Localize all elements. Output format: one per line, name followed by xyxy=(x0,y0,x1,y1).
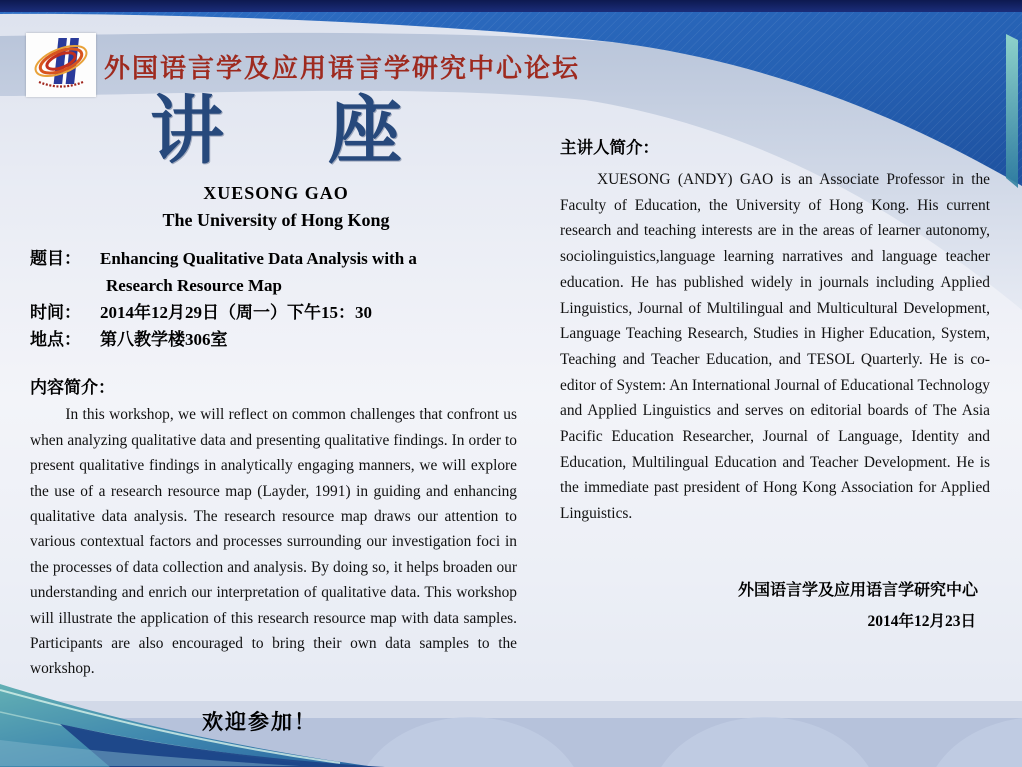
announcement-date: 2014年12月23日 xyxy=(867,612,976,630)
speaker-name: XUESONG GAO xyxy=(203,183,349,204)
venue-row xyxy=(30,326,522,353)
lecture-title-char-right: 座 xyxy=(328,91,402,173)
topic-value xyxy=(100,245,522,299)
lecture-title xyxy=(30,92,522,173)
speaker-bio-column xyxy=(560,134,990,631)
venue-label: 地点： xyxy=(30,330,81,350)
topic-label: 题目： xyxy=(30,249,81,269)
topic-line1: Enhancing Qualitative Data Analysis with a xyxy=(100,249,417,269)
time-row xyxy=(30,299,522,326)
time-label: 时间： xyxy=(30,303,81,323)
research-center-logo xyxy=(26,33,96,97)
bio-text: XUESONG (ANDY) GAO is an Associate Professor in the Faculty of Education, the University of Hong Kong. His current research and teaching interests are in the areas of learner autonomy, sociolinguistics,language learning narratives and language teacher education. He has published widely in journals including Applied Linguistics, Journal of Multilingual and Multicultural Development, Language Teaching Research, Studies in Higher Education, System, Teaching and Teacher Education, and TESOL Quarterly. He is co-editor of System: An International Journal of Educational Technology and Applied Linguistics and serves on editorial boards of The Asia Pacific Education Researcher, Journal of Language, Identity and Education, Multilingual Education and Teacher Development. He is the immediate past president of Hong Kong Association for Applied Linguistics. xyxy=(560,171,990,523)
speaker-affiliation: The University of Hong Kong xyxy=(162,210,390,231)
topic-row xyxy=(30,245,522,299)
welcome-message: 欢迎参加！ xyxy=(202,709,317,734)
time-value: 2014年12月29日（周一）下午15：30 xyxy=(100,303,372,323)
bio-label: 主讲人简介： xyxy=(560,138,659,157)
lecture-title-char-left: 讲 xyxy=(150,91,224,173)
venue-value: 第八教学楼306室 xyxy=(100,330,228,350)
abstract-label: 内容简介： xyxy=(30,378,115,398)
abstract-text: In this workshop, we will reflect on common challenges that confront us when analyzing qualitative data and presenting qualitative findings. In order to present qualitative findings in analytically engaging manners, we will explore the use of a research resource map (Layder, 1991) in guiding and enhancing qualitative data analysis. The research resource map draws our attention to various contextual factors and processes surrounding our investigation foci in the processes of data collection and analysis. By doing so, it helps broaden our understanding and enrich our interpretation of qualitative data. This workshop will illustrate the application of this research resource map with data samples. Participants are also encouraged to bring their own data samples to the workshop. xyxy=(30,406,517,678)
forum-title: 外国语言学及应用语言学研究中心论坛 xyxy=(104,54,581,83)
organization-signature: 外国语言学及应用语言学研究中心 xyxy=(737,581,978,599)
topic-line2: Research Resource Map xyxy=(106,276,282,296)
lecture-info-column xyxy=(30,92,522,736)
research-center-logo-icon xyxy=(26,33,96,97)
lecture-details xyxy=(30,245,522,353)
